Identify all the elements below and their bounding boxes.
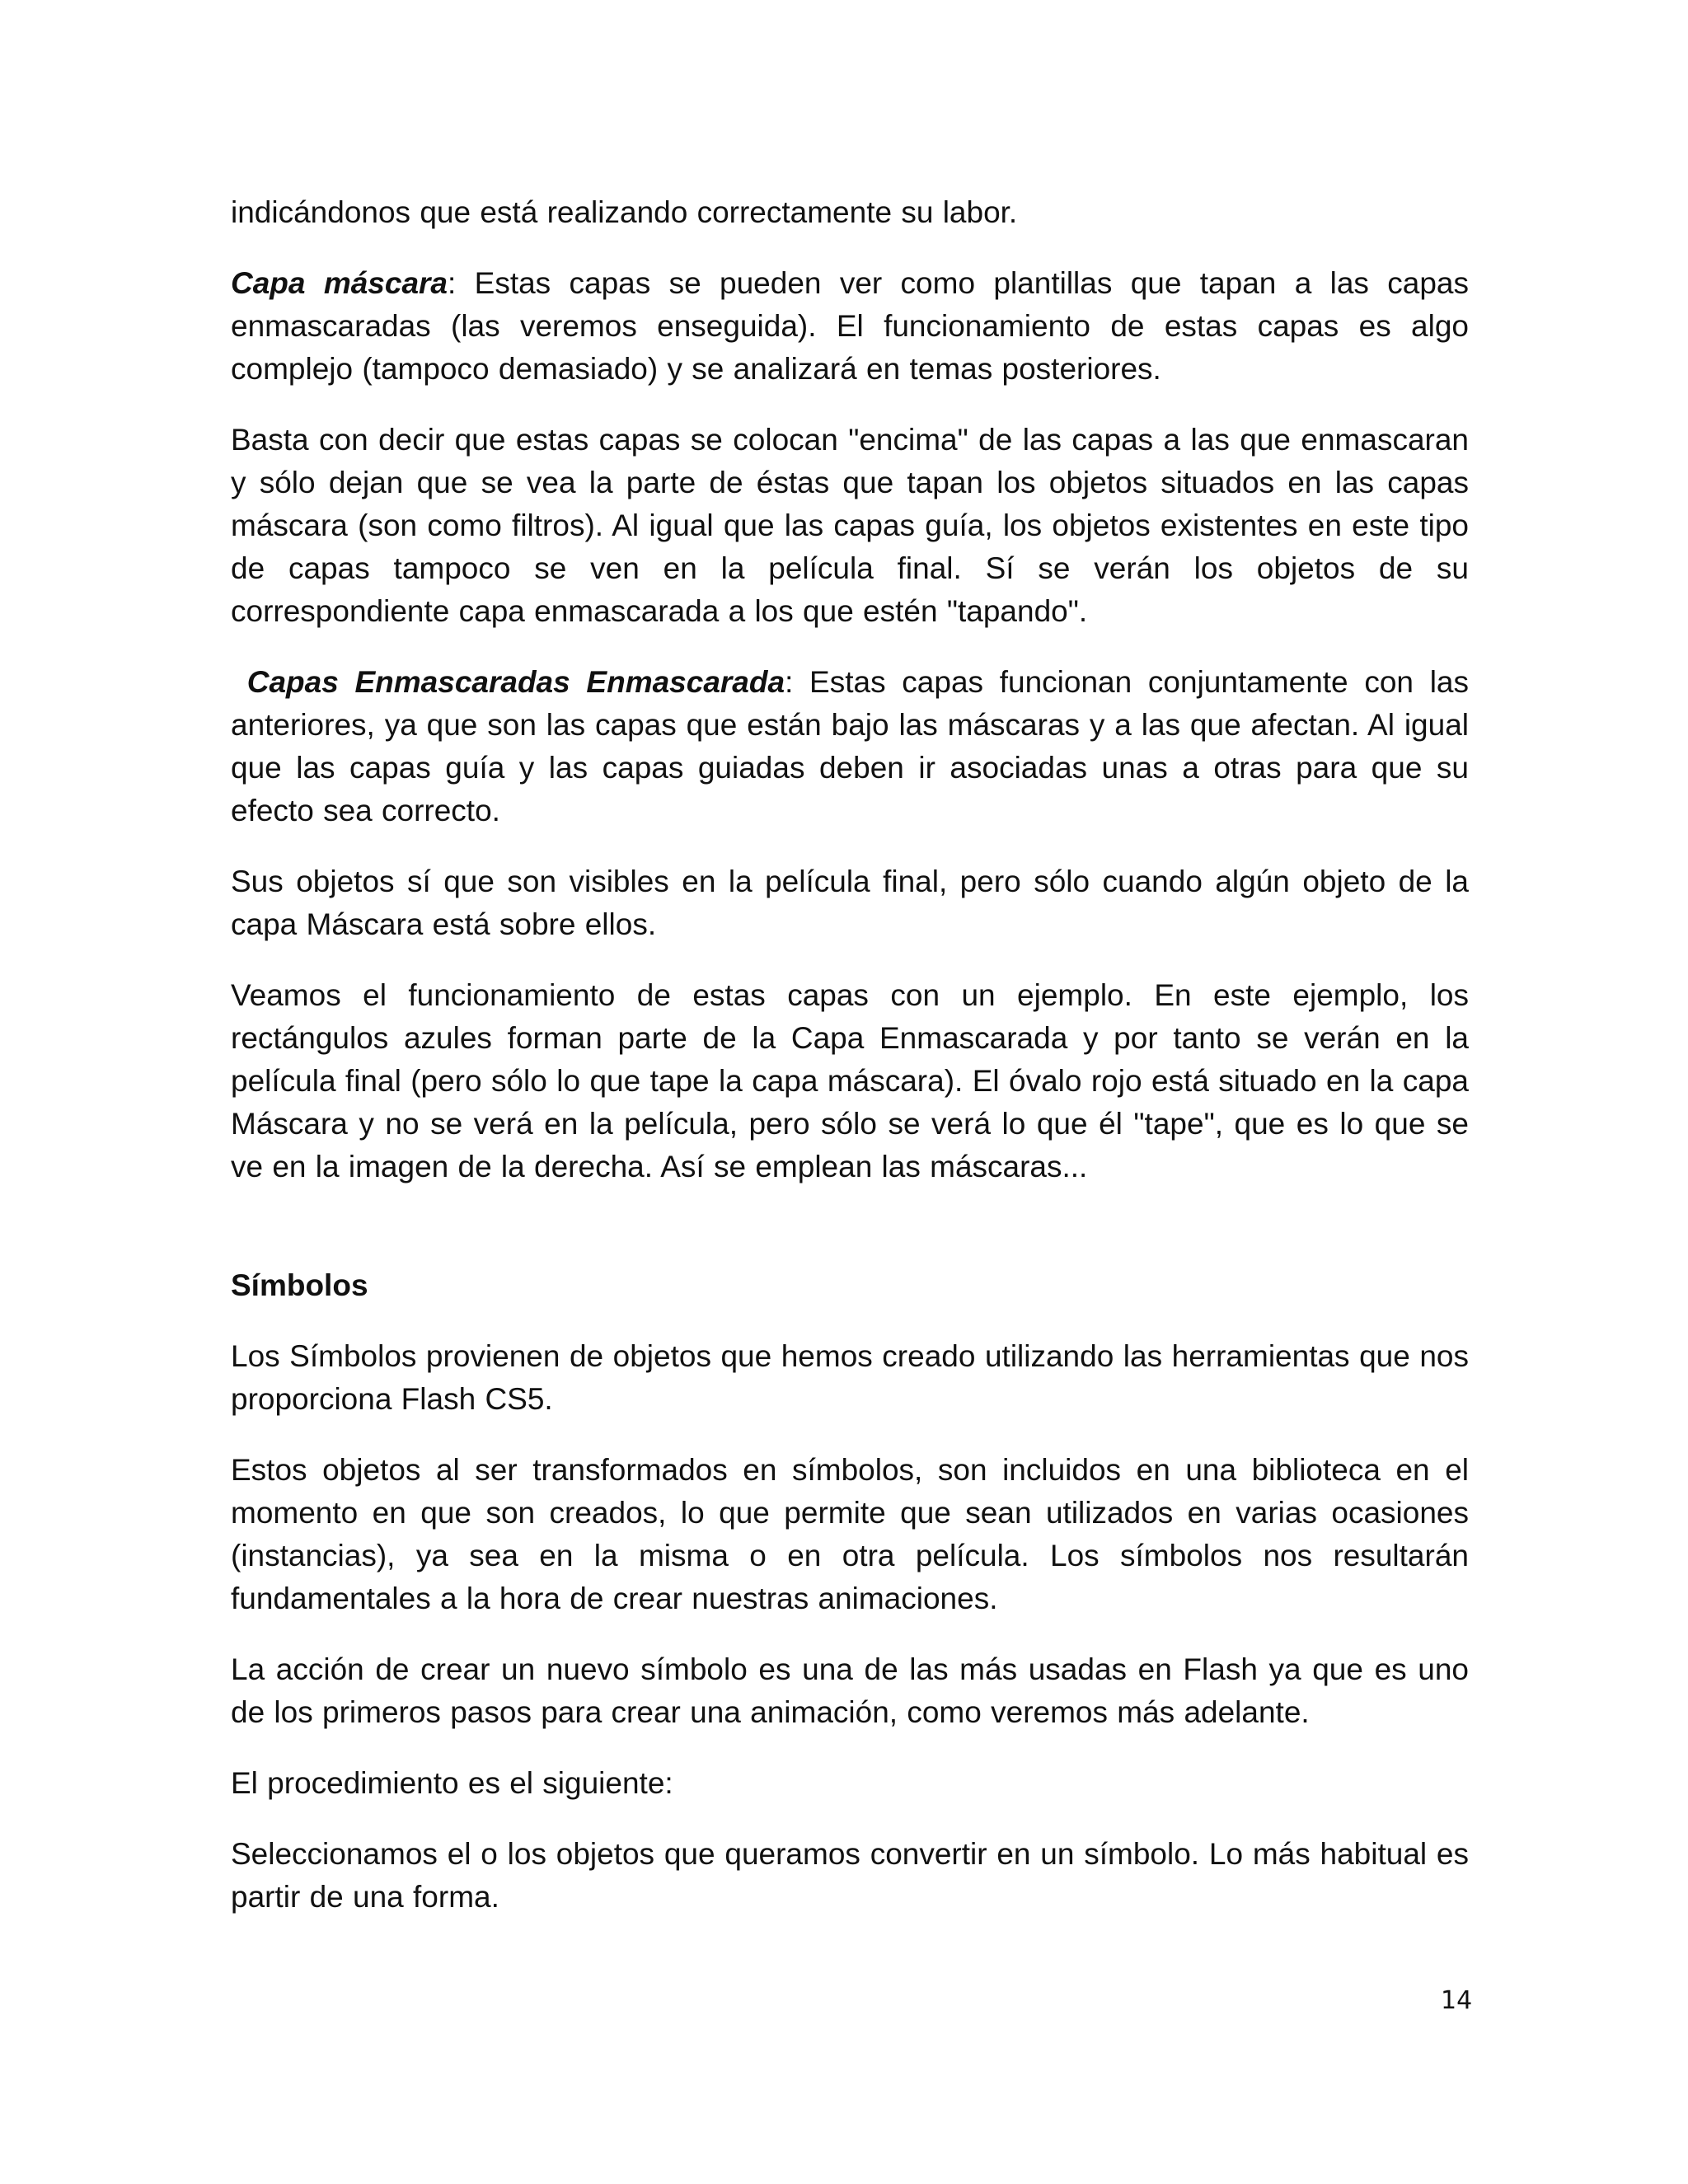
paragraph-text: indicándonos que está realizando correctamente su labor. xyxy=(231,195,1018,229)
paragraph-simbolos-intro xyxy=(231,1335,1469,1421)
paragraph-text: Estos objetos al ser transformados en símbolos, son incluidos en una biblioteca en el momento en que son creados, lo que permite que sean utilizados en varias ocasiones (instancias), ya sea en la misma o en otra película. Los símbolos nos resultarán fundamentales a la hora de crear nuestras animaciones. xyxy=(231,1453,1469,1615)
paragraph-text: Veamos el funcionamiento de estas capas con un ejemplo. En este ejemplo, los rectángulos azules forman parte de la Capa Enmascarada y por tanto se verán en la película final (pero sólo lo que tape la capa máscara). El óvalo rojo está situado en la capa Máscara y no se verá en la película, pero sólo se verá lo que él "tape", que es lo que se ve en la imagen de la derecha. Así se emplean las máscaras... xyxy=(231,978,1469,1183)
paragraph-text: Seleccionamos el o los objetos que queramos convertir en un símbolo. Lo más habitual es partir de una forma. xyxy=(231,1837,1469,1914)
paragraph-text: : Estas capas funcionan conjuntamente con las anteriores, ya que son las capas que están bajo las máscaras y a las que afectan. Al igual que las capas guía y las capas guiadas deben ir asociadas unas a otras para que su efecto sea correcto. xyxy=(231,665,1470,827)
section-spacer xyxy=(231,1216,1469,1264)
paragraph-capa-mascara xyxy=(231,262,1469,391)
paragraph-text: Basta con decir que estas capas se colocan "encima" de las capas a las que enmascaran y sólo dejan que se vea la parte de éstas que tapan los objetos situados en las capas máscara (son como filtros). Al igual que las capas guía, los objetos existentes en este tipo de capas tampoco se ven en la película final. Sí se verán los objetos de su correspondiente capa enmascarada a los que estén "tapando". xyxy=(231,423,1469,628)
paragraph-crear-simbolo xyxy=(231,1648,1469,1734)
paragraph-text: El procedimiento es el siguiente: xyxy=(231,1766,673,1800)
term-capa-mascara: Capa máscara xyxy=(231,266,448,300)
paragraph-procedimiento xyxy=(231,1762,1469,1805)
term-capas-enmascaradas: Capas Enmascaradas Enmascarada xyxy=(246,665,785,699)
paragraph-capas-enmascaradas xyxy=(231,661,1469,832)
paragraph-text: Sus objetos sí que son visibles en la película final, pero sólo cuando algún objeto de la capa Máscara está sobre ellos. xyxy=(231,865,1469,941)
paragraph-simbolos-biblioteca xyxy=(231,1449,1469,1620)
paragraph-text: : Estas capas se pueden ver como plantillas que tapan a las capas enmascaradas (las veremos enseguida). El funcionamiento de estas capas es algo complejo (tampoco demasiado) y se analizará en temas posteriores. xyxy=(231,266,1469,386)
paragraph-text: Los Símbolos provienen de objetos que hemos creado utilizando las herramientas que nos proporciona Flash CS5. xyxy=(231,1339,1469,1416)
paragraph-example xyxy=(231,974,1469,1188)
paragraph-seleccionamos xyxy=(231,1833,1469,1919)
document-page xyxy=(231,191,1469,1947)
paragraph-visible-objects xyxy=(231,860,1469,946)
section-heading-simbolos: Símbolos xyxy=(231,1268,368,1302)
paragraph-intro xyxy=(231,191,1469,234)
page-number: 14 xyxy=(1441,1986,1473,2015)
paragraph-mascara-detail xyxy=(231,419,1469,633)
paragraph-text: La acción de crear un nuevo símbolo es una de las más usadas en Flash ya que es uno de los primeros pasos para crear una animación, como veremos más adelante. xyxy=(231,1652,1469,1729)
